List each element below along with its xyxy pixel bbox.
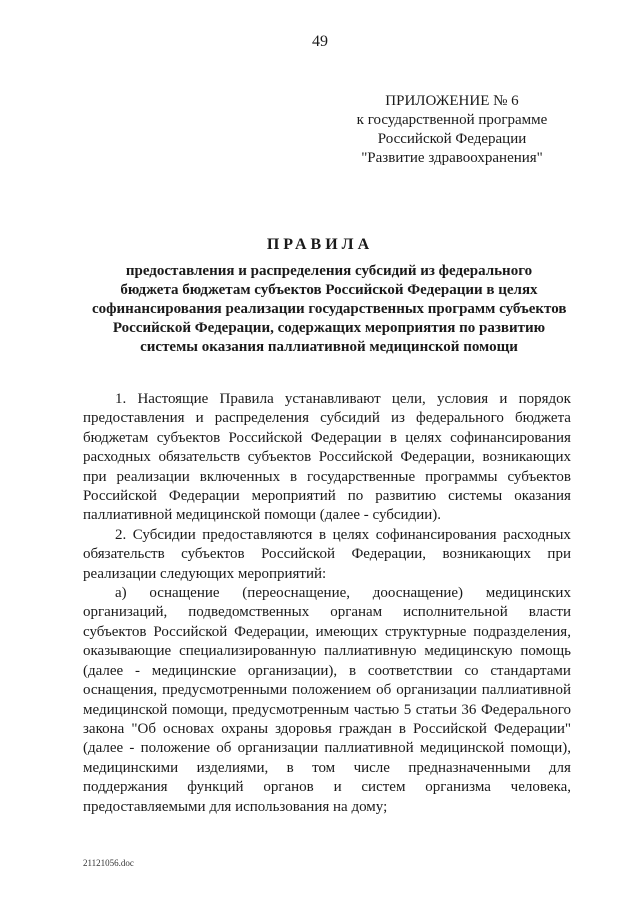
appendix-line: Российской Федерации [377, 131, 527, 147]
body-line: а) оснащение (переоснащение, дооснащение) медицинских [115, 585, 571, 602]
body-line: обязательств субъектов Российской Федерации, возникающих при [83, 546, 571, 563]
subtitle-line: системы оказания паллиативной медицинской помощи [140, 339, 518, 355]
document-body [83, 390, 571, 817]
body-line: паллиативной медицинской помощи (далее - субсидии). [83, 507, 441, 524]
document-subtitle [92, 262, 566, 357]
body-line: организаций, подведомственных органам исполнительной власти [83, 604, 571, 621]
body-line: бюджетам субъектов Российской Федерации в целях софинансирования [83, 429, 571, 446]
appendix-line: к государственной программе [356, 112, 548, 128]
body-line: медицинской помощи, предусмотренным частью 5 статьи 36 Федерального [83, 701, 571, 718]
body-line: при реализации включенных в государственные программы субъектов [83, 468, 571, 485]
document-title: ПРАВИЛА [266, 236, 374, 253]
subtitle-line: бюджета бюджетам субъектов Российской Федерации в целях [120, 282, 538, 298]
body-line: 2. Субсидии предоставляются в целях софинансирования расходных [115, 526, 571, 543]
body-line: реализации следующих мероприятий: [83, 565, 327, 582]
body-line: (далее - положение об организации паллиативной медицинской помощи), [83, 740, 571, 757]
subtitle-line: Российской Федерации, содержащих мероприятия по развитию [112, 320, 546, 336]
page-number: 49 [312, 33, 328, 50]
body-line: (далее - медицинские организации), в соответствии со стандартами [83, 662, 571, 679]
file-name-footer: 21121056.doc [83, 858, 134, 868]
body-line: предоставления и распределения субсидий из федерального бюджета [83, 410, 571, 427]
body-line: предоставляемыми для использования на дому; [83, 798, 388, 815]
subtitle-line: софинансирования реализации государственных программ субъектов [92, 301, 567, 317]
appendix-line: "Развитие здравоохранения" [361, 150, 543, 166]
body-line: оснащения, предусмотренными положением об организации паллиативной [83, 682, 571, 699]
subtitle-line: предоставления и распределения субсидий из федерального [125, 263, 533, 279]
body-line: расходных обязательств субъектов Российской Федерации, возникающих [83, 449, 571, 466]
body-line: субъектов Российской Федерации, имеющих структурные подразделения, [83, 623, 571, 640]
body-line: медицинскими изделиями, в том числе предназначенными для [83, 759, 571, 776]
body-line: закона "Об основах охраны здоровья граждан в Российской Федерации" [83, 720, 571, 737]
body-line: поддержания функций органов и систем организма человека, [83, 779, 571, 796]
appendix-line: ПРИЛОЖЕНИЕ № 6 [385, 93, 519, 109]
appendix-block [336, 92, 568, 168]
body-line: 1. Настоящие Правила устанавливают цели, условия и порядок [115, 391, 571, 407]
body-line: оказывающие специализированную паллиативную медицинскую помощь [83, 643, 571, 660]
body-line: Российской Федерации мероприятий по развитию системы оказания [83, 488, 571, 505]
